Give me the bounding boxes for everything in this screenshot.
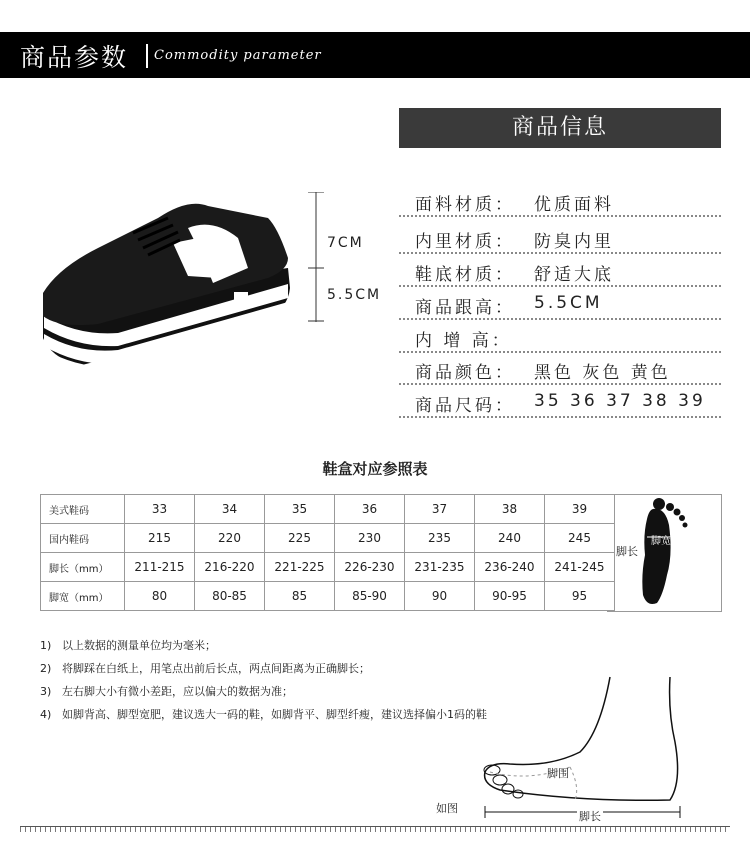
- table-cell: 240: [475, 524, 545, 553]
- table-cell: 90-95: [475, 582, 545, 611]
- foot-length-label: 脚长: [616, 545, 638, 558]
- info-row: [399, 387, 721, 418]
- note-text: 以上数据的测量单位均为毫米；: [62, 639, 216, 652]
- info-label: 商品尺码：: [415, 396, 515, 416]
- foot-girth-label: 脚围: [547, 767, 569, 780]
- info-row: [399, 322, 721, 353]
- table-cell: 220: [195, 524, 265, 553]
- info-row: [399, 223, 721, 254]
- size-table: [40, 494, 615, 611]
- section-title: 商品参数: [20, 43, 129, 72]
- list-item: [40, 637, 487, 660]
- note-number: 3): [40, 685, 52, 698]
- list-item: [40, 683, 487, 706]
- foot-width-label: 脚宽: [651, 536, 671, 547]
- info-label: 内 增 高：: [415, 331, 512, 351]
- table-row: [41, 495, 615, 524]
- info-title: 商品信息: [399, 108, 721, 148]
- table-cell: 245: [545, 524, 615, 553]
- table-cell: 38: [475, 495, 545, 524]
- row-header: 美式鞋码: [41, 495, 125, 524]
- info-label: 商品跟高：: [415, 298, 515, 318]
- table-row: [41, 582, 615, 611]
- foot-measure-illustration: [430, 672, 710, 827]
- note-number: 4): [40, 708, 52, 721]
- list-item: [40, 706, 487, 729]
- info-label: 商品颜色：: [415, 363, 515, 383]
- table-cell: 221-225: [265, 553, 335, 582]
- list-item: [40, 660, 487, 683]
- row-header: 脚宽（mm）: [41, 582, 125, 611]
- info-value: 优质面料: [534, 195, 614, 215]
- section-header: [0, 32, 750, 78]
- table-cell: 230: [335, 524, 405, 553]
- info-row: [399, 354, 721, 385]
- table-cell: 85: [265, 582, 335, 611]
- row-header: 脚长（mm）: [41, 553, 125, 582]
- note-number: 1): [40, 639, 52, 652]
- table-cell: 236-240: [475, 553, 545, 582]
- table-cell: 226-230: [335, 553, 405, 582]
- table-cell: 225: [265, 524, 335, 553]
- table-cell: 235: [405, 524, 475, 553]
- size-table-title: 鞋盒对应参照表: [322, 460, 428, 478]
- info-value: 黑色 灰色 黄色: [534, 363, 671, 383]
- as-shown-label: 如图: [436, 802, 458, 815]
- note-text: 如脚背高、脚型宽肥，建议选大一码的鞋，如脚背平、脚型纤瘦，建议选择偏小1码的鞋: [62, 708, 487, 721]
- height-dimension-marks: [306, 192, 326, 322]
- info-row: [399, 186, 721, 217]
- note-text: 左右脚大小有微小差距，应以偏大的数据为准；: [62, 685, 293, 698]
- info-row: [399, 256, 721, 287]
- table-cell: 95: [545, 582, 615, 611]
- table-cell: 36: [335, 495, 405, 524]
- table-cell: 231-235: [405, 553, 475, 582]
- info-label: 面料材质：: [415, 195, 515, 215]
- info-value: 舒适大底: [534, 265, 614, 285]
- info-row: [399, 289, 721, 320]
- section-subtitle: Commodity parameter: [154, 48, 322, 63]
- table-cell: 85-90: [335, 582, 405, 611]
- info-label: 鞋底材质：: [415, 265, 515, 285]
- table-cell: 211-215: [125, 553, 195, 582]
- shoe-image: [38, 188, 298, 403]
- ruler-scale: [20, 826, 730, 842]
- table-cell: 241-245: [545, 553, 615, 582]
- table-cell: 90: [405, 582, 475, 611]
- foot-length-illustration-label: 脚长: [579, 810, 601, 823]
- table-cell: 34: [195, 495, 265, 524]
- table-cell: 37: [405, 495, 475, 524]
- table-cell: 215: [125, 524, 195, 553]
- measurement-notes: [40, 637, 487, 729]
- note-number: 2): [40, 662, 52, 675]
- sole-height-label: 5.5CM: [327, 287, 382, 303]
- title-divider: [146, 44, 148, 68]
- table-cell: 216-220: [195, 553, 265, 582]
- table-row: [41, 553, 615, 582]
- row-header: 国内鞋码: [41, 524, 125, 553]
- note-text: 将脚踩在白纸上，用笔点出前后长点，两点间距离为正确脚长；: [62, 662, 370, 675]
- table-cell: 33: [125, 495, 195, 524]
- info-value: 5.5CM: [534, 293, 603, 313]
- table-cell: 80: [125, 582, 195, 611]
- table-cell: 80-85: [195, 582, 265, 611]
- info-value: 35 36 37 38 39: [534, 391, 706, 411]
- total-height-label: 7CM: [327, 235, 364, 251]
- info-value: 防臭内里: [534, 232, 614, 252]
- info-label: 内里材质：: [415, 232, 515, 252]
- table-cell: 39: [545, 495, 615, 524]
- table-cell: 35: [265, 495, 335, 524]
- table-row: [41, 524, 615, 553]
